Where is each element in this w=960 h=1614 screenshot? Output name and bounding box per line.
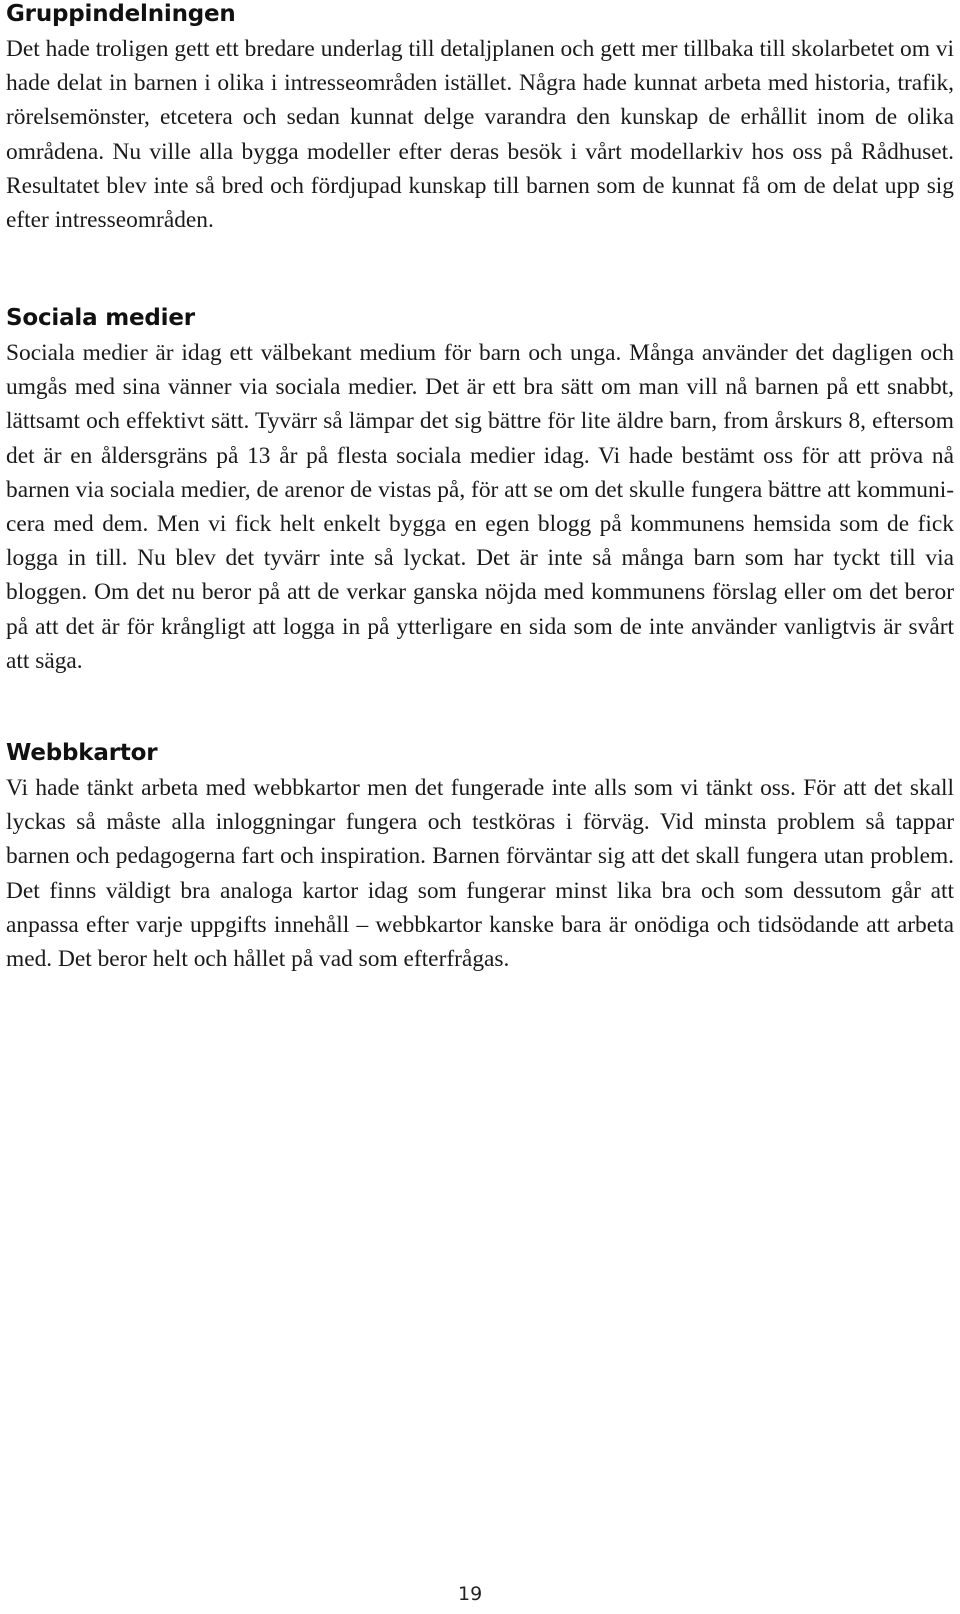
section-heading-sociala-medier: Sociala medier xyxy=(6,305,195,331)
section-heading-webbkartor: Webbkartor xyxy=(6,740,158,766)
section-paragraph-sociala-medier: Sociala medier är idag ett välbekant medium för barn och unga. Många använder det dagligen och umgås med sina vänner via sociala medier. Det är ett bra sätt om man vill nå barnen på ett snabbt, lättsamt och effektivt sätt. Tyvärr så lämpar det sig bättre för lite äldre barn, from årskurs 8, eftersom det är en åldersgräns på 13 år på flesta sociala medier idag. Vi hade bestämt oss för att pröva nå barnen via sociala medier, de arenor de vistas på, för att se om det skulle fungera bättre att kommunicera med dem. Men vi fick helt enkelt bygga en egen blogg på kommunens hemsida som de fick logga in till. Nu blev det tyvärr inte så lyckat. Det är inte så många barn som har tyckt till via bloggen. Om det nu beror på att de verkar ganska nöjda med kommunens förslag eller om det beror på att det är för krångligt att logga in på ytterligare en sida som de inte använder vanligtvis är svårt att säga. xyxy=(6,340,954,674)
section-paragraph-gruppindelningen: Det hade troligen gett ett bredare underlag till detaljplanen och gett mer tillbaka till skolarbetet om vi hade delat in barnen i olika i intresseområden istället. Några hade kunnat arbeta med historia, trafik, rörelsemönster, etcetera och sedan kunnat delge varandra den kunskap de erhållit inom de olika områdena. Nu ville alla bygga modeller efter deras besök i vårt modellarkiv hos oss på Rådhuset. Resultatet blev inte så bred och fördjupad kunskap till barnen som de kunnat få om de delat upp sig efter intresseområden. xyxy=(6,36,954,234)
page-number: 19 xyxy=(458,1583,483,1605)
section-paragraph-webbkartor: Vi hade tänkt arbeta med webbkartor men det fungerade inte alls som vi tänkt oss. För att det skall lyckas så måste alla inloggningar fungera och testköras i förväg. Vid minsta problem så tappar barnen och pedagogerna fart och inspiration. Barnen förväntar sig att det skall fungera utan problem. Det finns väldigt bra analoga kartor idag som fungerar minst lika bra och som dessutom går att anpassa efter varje uppgifts innehåll – webbkartor kanske bara är onödiga och tidsödande att arbeta med. Det beror helt och hållet på vad som efterfrågas. xyxy=(6,775,954,973)
section-heading-gruppindelningen: Gruppindelningen xyxy=(6,1,236,27)
